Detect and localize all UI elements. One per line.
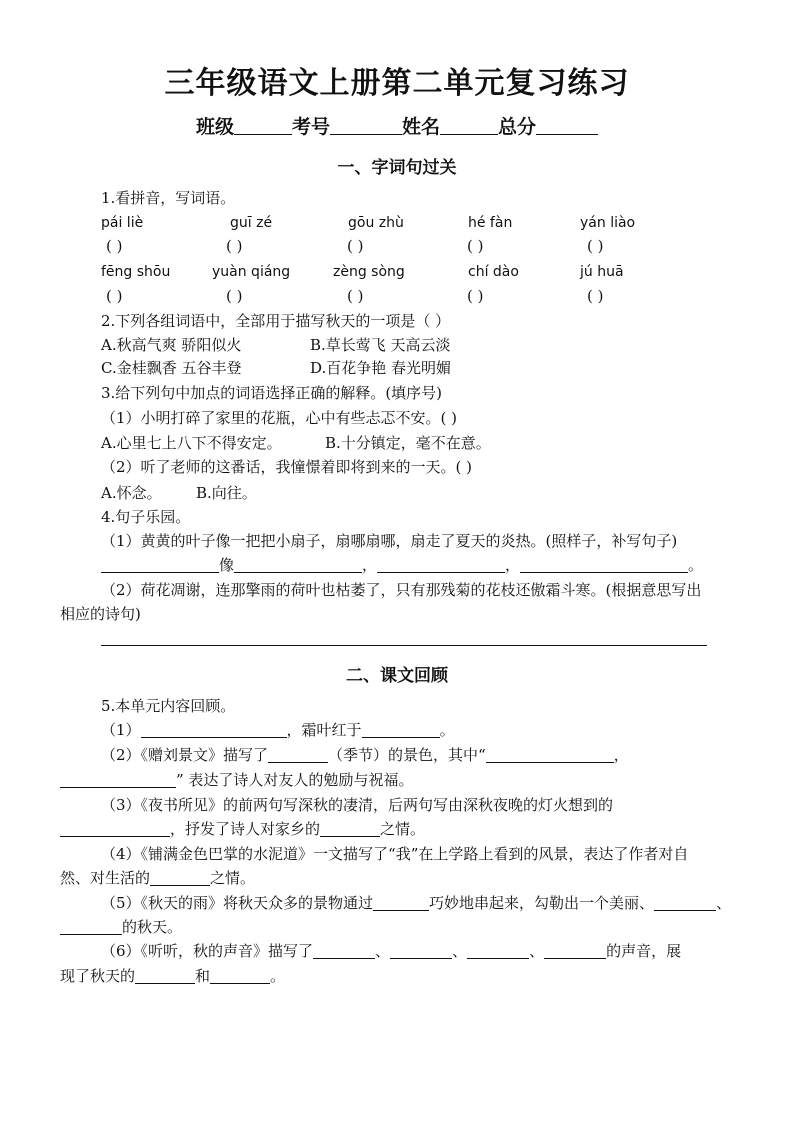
answer-blank[interactable] bbox=[362, 721, 440, 738]
answer-blank[interactable] bbox=[313, 942, 375, 959]
q4-sub1: （1）黄黄的叶子像一把把小扇子，扇哪扇哪，扇走了夏天的炎热。(照样子，补写句子) bbox=[101, 532, 678, 550]
answer-paren[interactable]: ( ) bbox=[587, 287, 604, 305]
answer-blank[interactable] bbox=[135, 967, 195, 984]
student-info-line bbox=[0, 112, 794, 139]
q5-prompt: 5.本单元内容回顾。 bbox=[101, 697, 236, 715]
answer-blank[interactable] bbox=[373, 894, 429, 911]
pinyin-item: chí dào bbox=[468, 264, 519, 280]
answer-paren[interactable]: ( ) bbox=[347, 237, 364, 255]
answer-blank[interactable] bbox=[150, 869, 210, 886]
answer-blank[interactable] bbox=[520, 556, 688, 573]
answer-paren[interactable]: ( ) bbox=[467, 287, 484, 305]
q3-prompt: 3.给下列句中加点的词语选择正确的解释。(填序号) bbox=[101, 384, 443, 402]
answer-blank[interactable] bbox=[544, 942, 606, 959]
answer-blank[interactable] bbox=[60, 820, 170, 837]
section-heading-1: 一、字词句过关 bbox=[337, 158, 457, 178]
q3-sub2-option-b[interactable]: B.向往。 bbox=[196, 484, 257, 502]
q3-sub1-option-a[interactable]: A.心里七上八下不得安定。 bbox=[101, 434, 282, 452]
answer-blank[interactable] bbox=[467, 942, 529, 959]
answer-blank[interactable] bbox=[141, 721, 287, 738]
score-blank[interactable] bbox=[536, 116, 598, 135]
answer-line[interactable] bbox=[101, 645, 707, 646]
q5-item-2: （2）《赠刘景文》描写了 （季节）的景色，其中“ ， bbox=[101, 746, 629, 764]
answer-paren[interactable]: ( ) bbox=[587, 237, 604, 255]
page-title: 三年级语文上册第二单元复习练习 bbox=[164, 66, 630, 101]
comma: ， bbox=[362, 556, 378, 574]
q2-option-c[interactable]: C.金桂飘香 五谷丰登 bbox=[101, 359, 242, 377]
q5-item-5: （5）《秋天的雨》将秋天众多的景物通过 巧妙地串起来，勾勒出一个美丽、 、 bbox=[101, 894, 732, 912]
answer-paren[interactable]: ( ) bbox=[226, 237, 243, 255]
class-label: 班级 bbox=[195, 116, 234, 138]
period: 。 bbox=[688, 556, 704, 574]
score-label: 总分 bbox=[498, 116, 537, 138]
answer-paren[interactable]: ( ) bbox=[467, 237, 484, 255]
number-label: 考号 bbox=[291, 116, 330, 138]
q5-item-3-cont: ，抒发了诗人对家乡的 之情。 bbox=[60, 819, 425, 839]
q5-item-4: （4）《铺满金色巴掌的水泥道》一文描写了“我”在上学路上看到的风景，表达了作者对自 bbox=[101, 845, 689, 863]
answer-blank[interactable] bbox=[268, 746, 328, 763]
comma: ， bbox=[505, 556, 521, 574]
answer-blank[interactable] bbox=[60, 771, 176, 788]
pinyin-item: guī zé bbox=[230, 215, 273, 231]
q3-sub2-option-a[interactable]: A.怀念。 bbox=[101, 484, 162, 502]
answer-blank[interactable] bbox=[390, 942, 452, 959]
q5-item-2-cont: ” 表达了诗人对友人的勉励与祝福。 bbox=[60, 770, 413, 790]
answer-blank[interactable] bbox=[210, 967, 270, 984]
answer-blank[interactable] bbox=[486, 746, 614, 763]
q5-item-3: （3）《夜书所见》的前两句写深秋的凄清，后两句写由深秋夜晚的灯火想到的 bbox=[101, 796, 614, 814]
answer-blank[interactable] bbox=[234, 556, 362, 573]
like-word: 像 bbox=[219, 556, 235, 574]
pinyin-item: fēng shōu bbox=[101, 264, 171, 280]
pinyin-item: yuàn qiáng bbox=[212, 264, 291, 280]
pinyin-item: gōu zhù bbox=[348, 215, 404, 231]
q3-sub1-option-b[interactable]: B.十分镇定，毫不在意。 bbox=[325, 434, 491, 452]
answer-paren[interactable]: ( ) bbox=[226, 287, 243, 305]
section-heading-2: 二、课文回顾 bbox=[346, 666, 448, 686]
q2-option-d[interactable]: D.百花争艳 春光明媚 bbox=[310, 359, 452, 377]
q5-item-6-cont: 现了秋天的 和 。 bbox=[60, 967, 286, 985]
pinyin-item: yán liào bbox=[580, 215, 636, 231]
answer-paren[interactable]: ( ) bbox=[347, 287, 364, 305]
q1-prompt: 1.看拼音，写词语。 bbox=[101, 189, 236, 207]
q3-sub2: （2）听了老师的这番话，我憧憬着即将到来的一天。( ) bbox=[101, 458, 473, 476]
pinyin-item: hé fàn bbox=[468, 215, 513, 231]
q2-prompt: 2.下列各组词语中，全部用于描写秋天的一项是（ ） bbox=[101, 312, 451, 330]
pinyin-item: pái liè bbox=[101, 215, 144, 231]
pinyin-item: jú huā bbox=[580, 264, 624, 280]
q2-option-a[interactable]: A.秋高气爽 骄阳似火 bbox=[101, 336, 242, 354]
answer-paren[interactable]: ( ) bbox=[106, 287, 123, 305]
answer-blank[interactable] bbox=[320, 820, 380, 837]
q4-prompt: 4.句子乐园。 bbox=[101, 508, 191, 526]
class-blank[interactable] bbox=[234, 116, 292, 135]
pinyin-item: zèng sòng bbox=[333, 264, 405, 280]
answer-blank[interactable] bbox=[60, 918, 122, 935]
q2-option-b[interactable]: B.草长莺飞 天高云淡 bbox=[310, 336, 451, 354]
answer-blank[interactable] bbox=[377, 556, 505, 573]
q5-item-6: （6）《听听，秋的声音》描写了 、 、 、 的声音，展 bbox=[101, 942, 682, 960]
answer-blank[interactable] bbox=[654, 894, 716, 911]
q4-sub2-line2: 相应的诗句) bbox=[60, 605, 141, 623]
answer-paren[interactable]: ( ) bbox=[106, 237, 123, 255]
q5-item-5-cont: 的秋天。 bbox=[60, 917, 182, 937]
q5-item-4-cont: 然、对生活的 之情。 bbox=[60, 869, 256, 887]
q5-item-1: （1） ，霜叶红于 。 bbox=[101, 721, 455, 739]
q3-sub1: （1）小明打碎了家里的花瓶，心中有些忐忑不安。( ) bbox=[101, 409, 458, 427]
name-label: 姓名 bbox=[402, 116, 441, 138]
q4-sub2-line1: （2）荷花凋谢，连那擎雨的荷叶也枯萎了，只有那残菊的花枝还傲霜斗寒。(根据意思写出 bbox=[101, 581, 702, 599]
number-blank[interactable] bbox=[330, 116, 402, 135]
q4-sub1-fill-line bbox=[101, 555, 703, 575]
answer-blank[interactable] bbox=[101, 556, 219, 573]
name-blank[interactable] bbox=[440, 116, 498, 135]
